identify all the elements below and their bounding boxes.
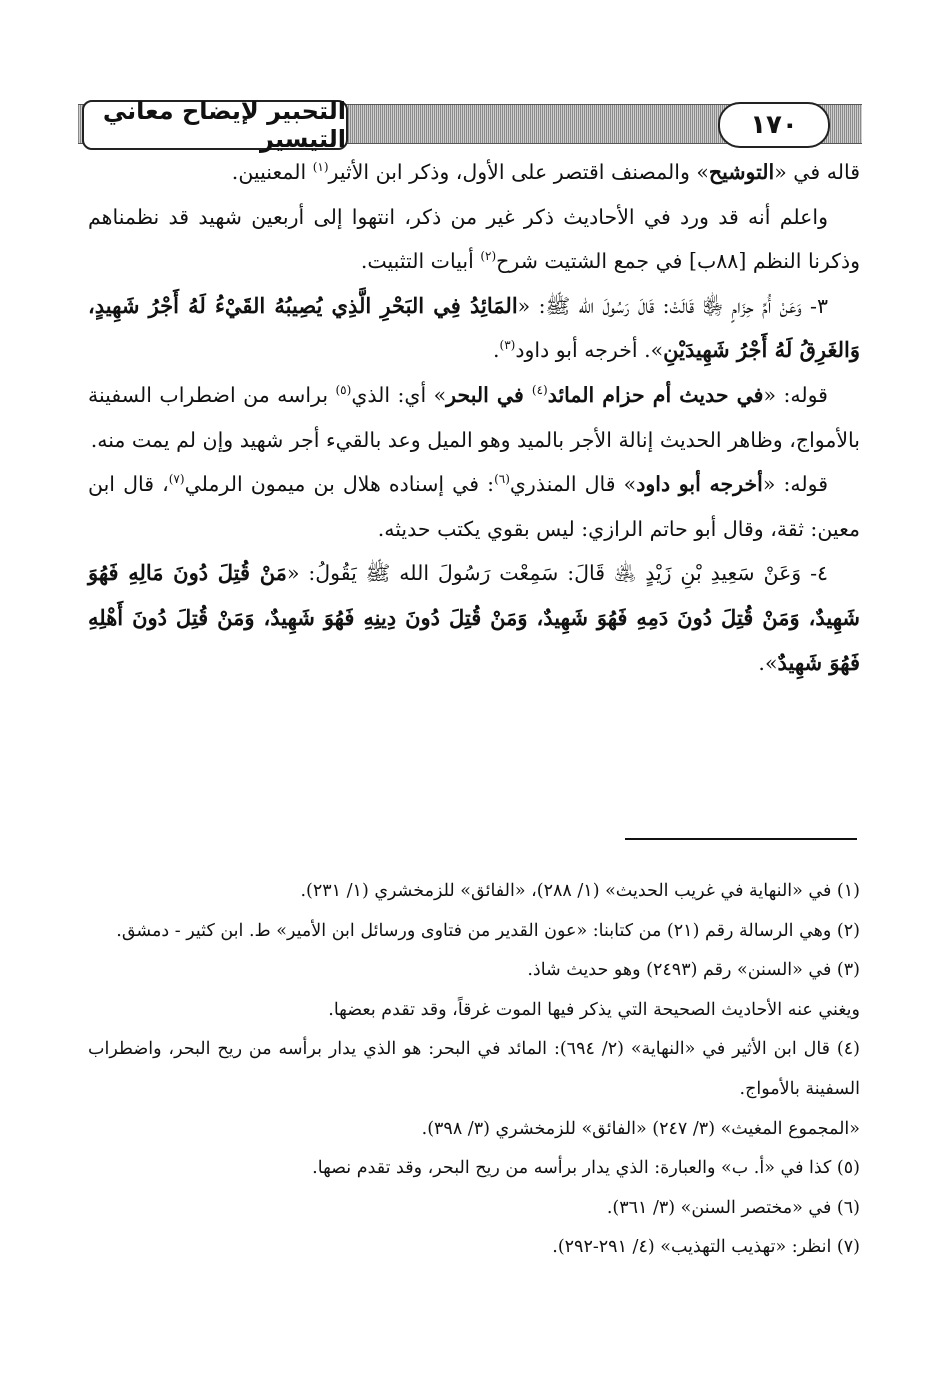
footnote-ref: (٤) bbox=[531, 383, 548, 398]
main-text bbox=[88, 150, 860, 685]
text-run: ٣- وَعَنْ أُمِّ حِزَامٍ ﵂ قَالَتْ: قَالَ رَسُولَ الله ﷺ: « bbox=[517, 293, 828, 318]
paragraph-5 bbox=[88, 462, 860, 551]
text-run: » أي: الذي bbox=[351, 382, 447, 407]
text-run: ». أخرجه أبو داود bbox=[515, 338, 664, 363]
text-run: براسه من اضطراب السفينة بالأمواج، وظاهر الحديث إنالة الأجر بالميد وهو الميل وعد بالقيء أجر شهيد وإن لم يمت منه. bbox=[88, 382, 860, 452]
footnote-ref: (٦) bbox=[494, 472, 510, 487]
quoted-phrase: في حديث أم حزام المائد bbox=[547, 382, 764, 407]
text-run: أبيات التثبيت. bbox=[360, 249, 481, 274]
text-run: واعلم أنه قد ورد في الأحاديث ذكر غير من ذكر، انتهوا إلى أربعين شهيد قد نظمناهم وذكرنا النظم [٨٨ب] في جمع الشتيت شرح bbox=[88, 204, 860, 274]
quoted-phrase: في البحر bbox=[446, 382, 532, 407]
footnote-ref: (٢) bbox=[480, 249, 497, 264]
paragraph-2 bbox=[88, 195, 860, 284]
footnote-4-continued: «المجموع المغيث» (٣/ ٢٤٧) «الفائق» للزمخشري (٣/ ٣٩٨). bbox=[421, 1118, 860, 1139]
footnote-3: (٣) في «السنن» رقم (٢٤٩٣) وهو حديث شاذ. bbox=[527, 960, 860, 981]
text-run: ٤- وَعَنْ سَعِيدِ بْنِ زَيْدٍ ﵁ قَالَ: سَمِعْت رَسُولَ الله ﷺ يَقُولُ: « bbox=[286, 561, 829, 586]
hadith-text: مَنْ قُتِلَ دُونَ مَالِهِ فَهُوَ شَهِيدٌ، وَمَنْ قُتِلَ دُونَ دَمِهِ فَهُوَ شَهِيدٌ، وَمَنْ قُتِلَ دُونَ دِينِهِ فَهُوَ شَهِيدٌ، وَمَنْ قُتِلَ دُونَ أَهْلِهِ فَهُوَ شَهِيدٌ bbox=[88, 560, 860, 675]
footnote-ref: (٣) bbox=[499, 338, 516, 353]
text-run: قوله: « bbox=[763, 382, 828, 407]
text-run: قاله في « bbox=[774, 160, 860, 184]
hadith-4 bbox=[88, 551, 860, 685]
footnote-6: (٦) في «مختصر السنن» (٣/ ٣٦١). bbox=[606, 1197, 860, 1218]
hadith-text: المَائِدُ فِي البَحْرِ الَّذِي يُصِيبُهُ القَيْءُ لَهُ أَجْرُ شَهِيدٍ، وَالغَرِقُ لَهُ أَجْرُ شَهِيدَيْنِ bbox=[88, 292, 860, 363]
text-run: » والمصنف اقتصر على الأول، وذكر ابن الأثير bbox=[328, 160, 709, 184]
footnote-separator bbox=[625, 838, 857, 840]
text-run: » قال المنذري bbox=[509, 472, 637, 497]
book-name: التوشيح bbox=[708, 160, 775, 184]
quoted-phrase: أخرجه أبو داود bbox=[636, 472, 763, 497]
text-run: ». bbox=[758, 650, 778, 675]
footnote-ref: (٧) bbox=[168, 472, 185, 487]
footnote-5: (٥) كذا في «أ. ب» والعبارة: الذي يدار برأسه من ريح البحر، وقد تقدم نصها. bbox=[312, 1158, 860, 1179]
text-run: قوله: « bbox=[762, 472, 829, 497]
text-run: المعنيين. bbox=[231, 160, 313, 184]
book-title: التحبير لإيضاح معاني التيسير bbox=[82, 100, 348, 150]
footnote-1: (١) في «النهاية في غريب الحديث» (١/ ٢٨٨)، «الفائق» للزمخشري (١/ ٢٣١). bbox=[300, 881, 860, 901]
paragraph-4 bbox=[88, 373, 860, 462]
text-run: ، قال ابن معين: ثقة، وقال أبو حاتم الرازي: ليس بقوي يكتب حديثه. bbox=[88, 472, 860, 541]
text-run: : في إسناده هلال بن ميمون الرملي bbox=[184, 472, 495, 497]
page-number: ١٧٠ bbox=[718, 102, 830, 148]
footnote-3-continued: ويغني عنه الأحاديث الصحيحة التي يذكر فيها الموت غرقاً، وقد تقدم بعضها. bbox=[328, 999, 860, 1020]
hadith-3 bbox=[88, 284, 860, 373]
footnote-ref: (١) bbox=[312, 160, 329, 175]
footnote-ref: (٥) bbox=[335, 383, 352, 398]
footnotes bbox=[88, 872, 860, 1268]
paragraph-1 bbox=[88, 150, 860, 195]
footnote-7: (٧) انظر: «تهذيب التهذيب» (٤/ ٢٩١-٢٩٢). bbox=[552, 1237, 860, 1258]
text-run: . bbox=[492, 338, 500, 363]
footnote-2: (٢) وهي الرسالة رقم (٢١) من كتابنا: «عون القدير من فتاوى ورسائل ابن الأمير» ط. ابن كثير - دمشق. bbox=[116, 920, 860, 941]
footnote-4: (٤) قال ابن الأثير في «النهاية» (٢/ ٦٩٤): المائد في البحر: هو الذي يدار برأسه من ريح البحر، واضطراب السفينة بالأمواج. bbox=[88, 1039, 860, 1099]
